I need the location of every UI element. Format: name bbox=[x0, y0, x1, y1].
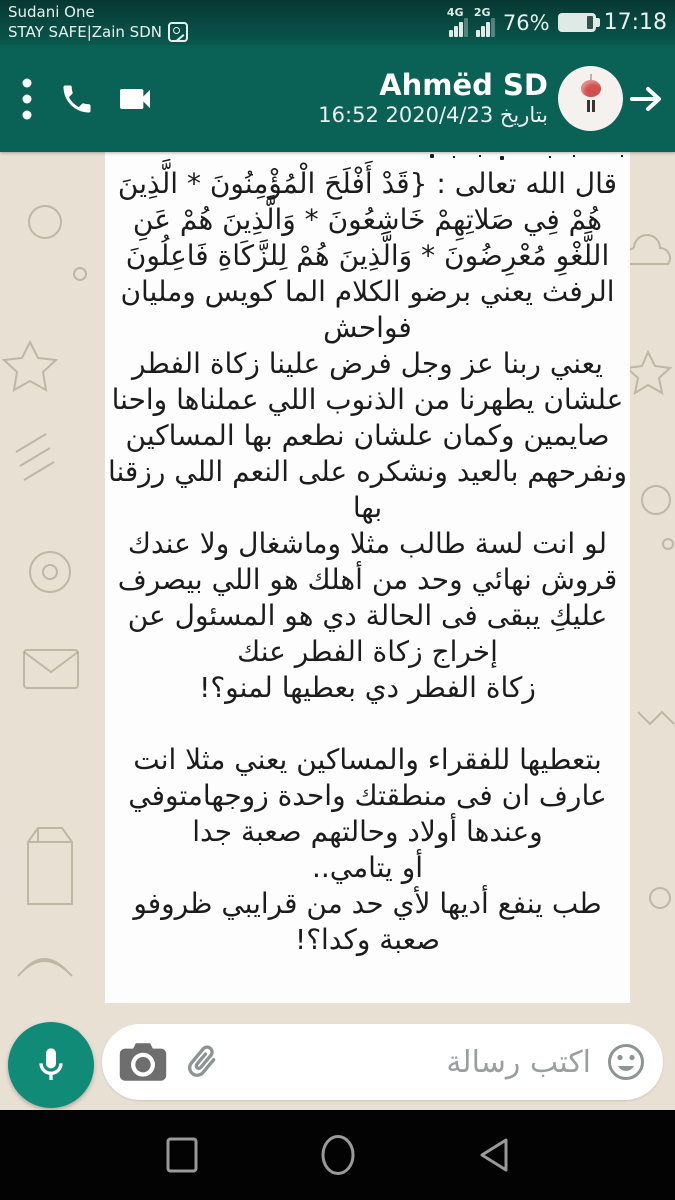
menu-button[interactable] bbox=[6, 67, 48, 131]
message-text-line: بها bbox=[352, 491, 383, 524]
message-text-line: أو يتامي.. bbox=[311, 851, 424, 884]
back-nav-button[interactable] bbox=[471, 1125, 517, 1185]
chat-area bbox=[0, 152, 675, 1110]
contact-name: Ahmëd SD bbox=[379, 68, 548, 102]
status-bar bbox=[0, 0, 675, 45]
message-text-line: قروش نهائي وحد من أهلك هو اللي بيصرف bbox=[117, 563, 618, 596]
message-text-line: قال الله تعالى : {قَدْ أَفْلَحَ الْمُؤْمِنُونَ * الَّذِينَ bbox=[117, 167, 618, 200]
carrier-name: Sudani One bbox=[8, 3, 95, 21]
video-camera-icon bbox=[115, 79, 155, 119]
status-indicators bbox=[446, 6, 667, 37]
home-button[interactable] bbox=[315, 1125, 361, 1185]
message-text-line: ونفرحهم بالعيد ونشكره على النعم اللي رزقنا bbox=[107, 455, 628, 488]
carrier-message: STAY SAFE|Zain SDN bbox=[8, 22, 162, 41]
message-text-line: وعندها أولاد وحالتهم صعبة جدا bbox=[192, 815, 543, 848]
battery-percent: 76% bbox=[502, 10, 550, 35]
message-text-line: بتعطيها للفقراء والمساكين يعني مثلا انت bbox=[133, 743, 602, 776]
signal-4g-icon: 4G bbox=[449, 8, 468, 37]
carrier-info bbox=[8, 3, 188, 42]
message-text-line: يعني ربنا عز وجل فرض علينا زكاة الفطر bbox=[132, 347, 603, 380]
back-button[interactable] bbox=[623, 69, 669, 129]
phone-icon bbox=[59, 81, 95, 117]
message-text-line: اللَّغْوِ مُعْرِضُونَ * وَالَّذِينَ هُمْ لِلزَّكَاةِ فَاعِلُونَ bbox=[125, 239, 610, 272]
chat-header bbox=[0, 45, 675, 152]
image-message[interactable] bbox=[105, 152, 630, 1003]
square-icon bbox=[166, 1137, 198, 1173]
message-text-line: عارف ان فى منطقتك واحدة زوجهامتوفي bbox=[128, 779, 607, 812]
microphone-icon bbox=[31, 1043, 71, 1087]
composer-bar bbox=[0, 1018, 675, 1110]
voice-call-button[interactable] bbox=[48, 67, 106, 131]
message-image-text bbox=[105, 166, 630, 958]
kebab-menu-icon bbox=[22, 77, 32, 121]
clipped-text-fragment bbox=[430, 154, 434, 158]
camera-icon[interactable] bbox=[118, 1039, 168, 1085]
message-text-line: إخراج زكاة الفطر عنك bbox=[237, 635, 498, 668]
recents-button[interactable] bbox=[159, 1125, 205, 1185]
status-time: 17:18 bbox=[603, 10, 667, 35]
message-text-line: هُمْ فِي صَلاتِهِمْ خَاشِعُونَ * وَالَّذِينَ هُمْ عَنِ bbox=[132, 203, 603, 236]
arrow-right-icon bbox=[628, 81, 664, 117]
video-call-button[interactable] bbox=[106, 67, 164, 131]
message-text-line: صايمين وكمان علشان نطعم بها المساكين bbox=[125, 419, 610, 452]
triangle-left-icon bbox=[474, 1135, 514, 1175]
message-text-line: زكاة الفطر دي بعطيها لمنو؟! bbox=[199, 671, 536, 704]
message-placeholder: اكتب رسالة bbox=[446, 1044, 591, 1080]
message-text-line: طب ينفع أديها لأي حد من قرايبي ظروفو bbox=[133, 887, 602, 920]
message-text-line: الرفث يعني برضو الكلام الما كويس ومليان bbox=[120, 275, 615, 308]
avatar[interactable] bbox=[558, 66, 623, 131]
contact-info[interactable] bbox=[318, 68, 548, 129]
screenshot-icon bbox=[168, 22, 188, 42]
android-navbar bbox=[0, 1110, 675, 1200]
attach-icon[interactable] bbox=[172, 1032, 232, 1093]
mic-button[interactable] bbox=[8, 1022, 94, 1108]
signal-2g-icon: 2G bbox=[476, 8, 495, 37]
emoji-icon[interactable] bbox=[605, 1041, 647, 1083]
message-text-line: فواحش bbox=[323, 311, 412, 344]
message-input[interactable] bbox=[102, 1024, 663, 1100]
message-text-line: لو انت لسة طالب مثلا وماشغال ولا عندك bbox=[127, 527, 608, 560]
battery-icon bbox=[558, 13, 596, 32]
circle-icon bbox=[320, 1134, 356, 1176]
last-seen-status: بتاريخ 2020/4/23 16:52 bbox=[318, 103, 548, 127]
message-text-line: علشان يطهرنا من الذنوب اللي عملناها واحنا bbox=[111, 383, 624, 416]
message-text-line: عليكِ يبقى فى الحالة دي هو المسئول عن bbox=[127, 599, 608, 632]
message-text-line bbox=[105, 706, 630, 742]
message-text-line: صعبة وكدا؟! bbox=[294, 923, 441, 956]
